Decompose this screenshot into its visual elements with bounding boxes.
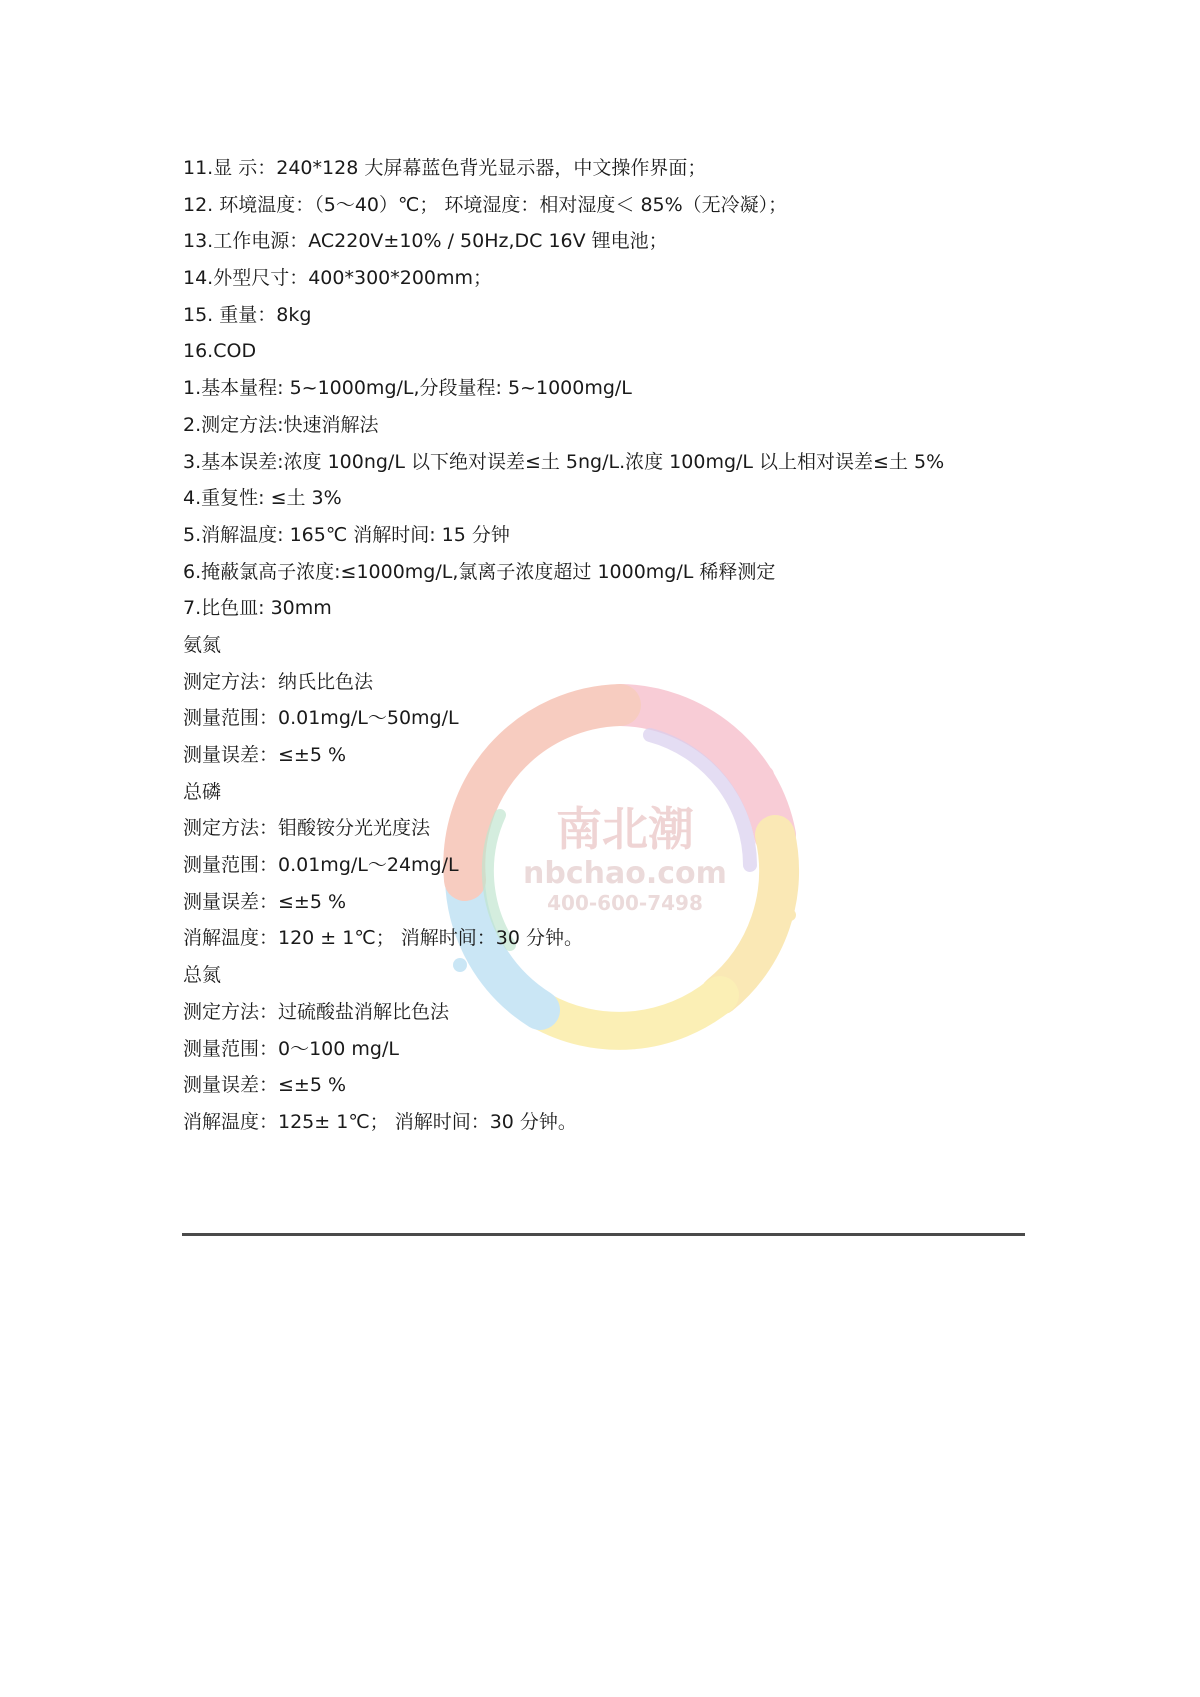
spec-line-weight: 15. 重量：8kg bbox=[183, 303, 312, 326]
spec-line-display: 11.显 示：240*128 大屏幕蓝色背光显示器，中文操作界面； bbox=[183, 157, 707, 179]
section-heading-cod: 16.COD bbox=[183, 340, 257, 363]
footer-divider bbox=[182, 1233, 1025, 1236]
cod-cuvette: 7.比色皿: 30mm bbox=[183, 597, 332, 620]
phosphorus-digestion: 消解温度：120 ± 1℃； 消解时间：30 分钟。 bbox=[183, 927, 583, 950]
cod-chloride: 6.掩蔽氯高子浓度:≤1000mg/L,氯离子浓度超过 1000mg/L 稀释测定 bbox=[183, 560, 776, 583]
watermark-brand: 南北潮 bbox=[556, 802, 694, 856]
spec-line-power: 13.工作电源：AC220V±10% / 50Hz,DC 16V 锂电池； bbox=[183, 230, 668, 253]
section-heading-ammonia: 氨氮 bbox=[183, 633, 222, 656]
nitrogen-digestion: 消解温度：125± 1℃； 消解时间：30 分钟。 bbox=[183, 1110, 577, 1133]
nitrogen-range: 测量范围：0～100 mg/L bbox=[183, 1037, 399, 1060]
spec-line-dimensions: 14.外型尺寸：400*300*200mm； bbox=[183, 267, 493, 290]
cod-range: 1.基本量程: 5~1000mg/L,分段量程: 5~1000mg/L bbox=[183, 377, 632, 400]
section-heading-phosphorus: 总磷 bbox=[183, 780, 222, 803]
phosphorus-range: 测量范围：0.01mg/L～24mg/L bbox=[183, 854, 459, 877]
ammonia-range: 测量范围：0.01mg/L～50mg/L bbox=[183, 707, 459, 730]
section-heading-nitrogen: 总氮 bbox=[183, 964, 222, 987]
cod-method: 2.测定方法:快速消解法 bbox=[183, 413, 379, 436]
cod-repeatability: 4.重复性: ≤土 3% bbox=[183, 487, 342, 510]
document-body bbox=[183, 150, 1083, 1141]
ammonia-method: 测定方法：纳氏比色法 bbox=[183, 670, 374, 693]
phosphorus-error: 测量误差：≤±5 % bbox=[183, 890, 347, 913]
nitrogen-method: 测定方法：过硫酸盐消解比色法 bbox=[183, 1000, 450, 1023]
spec-line-environment: 12. 环境温度：（5～40）℃； 环境湿度：相对湿度＜ 85%（无冷凝）； bbox=[183, 193, 788, 216]
watermark-site: nbchao.com bbox=[523, 856, 727, 891]
ammonia-error: 测量误差：≤±5 % bbox=[183, 744, 347, 766]
nitrogen-error: 测量误差：≤±5 % bbox=[183, 1074, 347, 1097]
cod-error: 3.基本误差:浓度 100ng/L 以下绝对误差≤土 5ng/L.浓度 100mg/L 以上相对误差≤土 5% bbox=[183, 450, 945, 473]
watermark-phone: 400-600-7498 bbox=[547, 891, 703, 915]
phosphorus-method: 测定方法：钼酸铵分光光度法 bbox=[183, 817, 431, 840]
cod-digestion: 5.消解温度: 165℃ 消解时间: 15 分钟 bbox=[183, 523, 510, 546]
